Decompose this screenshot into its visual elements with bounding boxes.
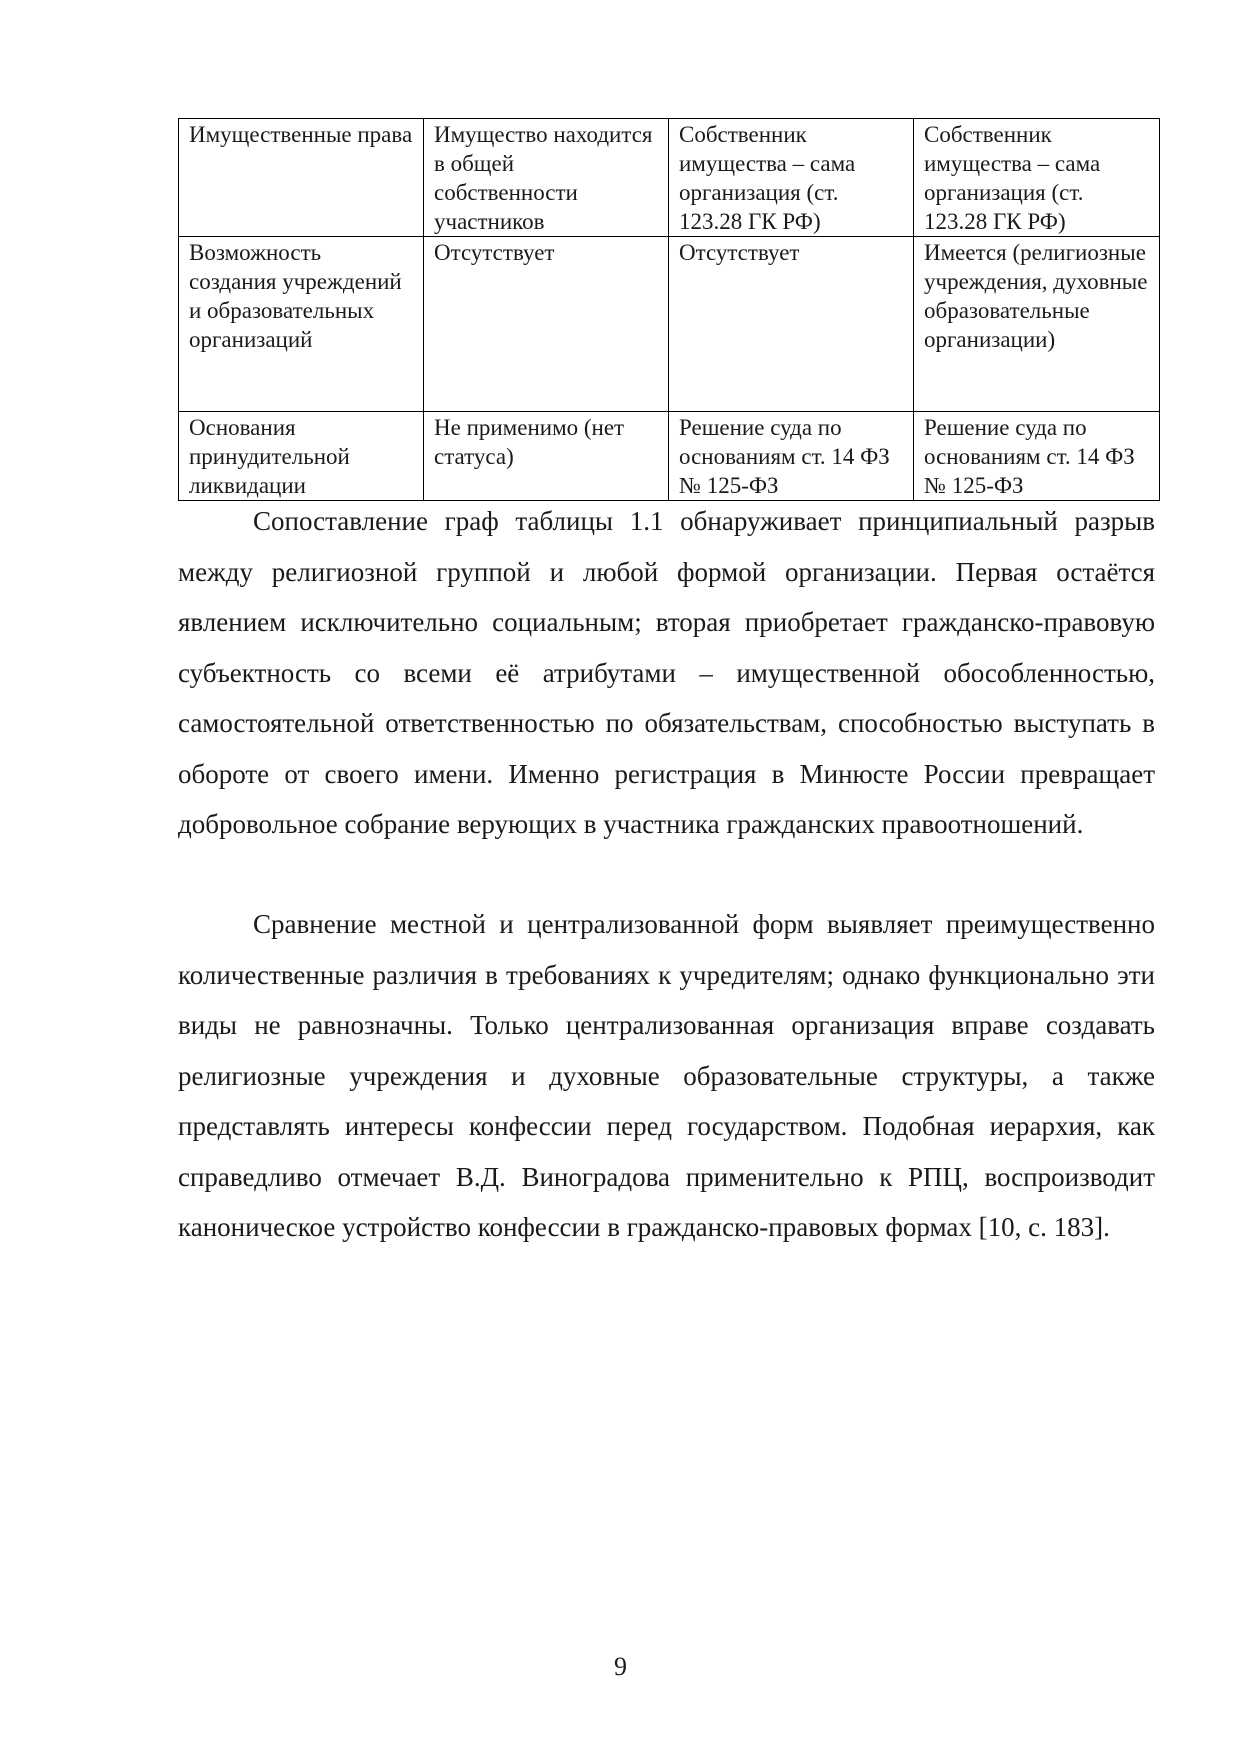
body-paragraph: Сопоставление граф таблицы 1.1 обнаруживает принципиальный разрыв между религиозной группой и любой формой организации. Первая остаётся явлением исключительно социальным; вторая приобретает гражданско-правовую субъектность со всеми её атрибутами – имущественной обособленностью, самостоятельной ответственностью по обязательствам, способностью выступать в обороте от своего имени. Именно регистрация в Минюсте России превращает добровольное собрание верующих в участника гражданских правоотношений.: [178, 506, 1155, 839]
table-cell: Имущественные права: [179, 119, 424, 237]
body-paragraph: Сравнение местной и централизованной форм выявляет преимущественно количественные различия в требованиях к учредителям; однако функционально эти виды не равнозначны. Только централизованная организация вправе создавать религиозные учреждения и духовные образовательные структуры, а также представлять интересы конфессии перед государством. Подобная иерархия, как справедливо отмечает В.Д. Виноградова применительно к РПЦ, воспроизводит каноническое устройство конфессии в гражданско-правовых формах [10, с. 183].: [178, 909, 1155, 1242]
table-row: [179, 119, 1160, 237]
table-row: [179, 412, 1160, 501]
table-cell: Основания принудительной ликвидации: [179, 412, 424, 501]
table-cell: Собственник имущества – сама организация (ст. 123.28 ГК РФ): [914, 119, 1160, 237]
table-cell: Имеется (религиозные учреждения, духовные образовательные организации): [914, 237, 1160, 412]
table-cell: Решение суда по основаниям ст. 14 ФЗ № 125-ФЗ: [669, 412, 914, 501]
table-cell: Имущество находится в общей собственности участников: [424, 119, 669, 237]
table-cell: Отсутствует: [424, 237, 669, 412]
table-cell: Собственник имущества – сама организация (ст. 123.28 ГК РФ): [669, 119, 914, 237]
table-cell: Отсутствует: [669, 237, 914, 412]
table-cell: Не применимо (нет статуса): [424, 412, 669, 501]
page-number: 9: [614, 1652, 627, 1681]
table-row: [179, 237, 1160, 412]
table-cell: Возможность создания учреждений и образовательных организаций: [179, 237, 424, 412]
table-cell: Решение суда по основаниям ст. 14 ФЗ № 125-ФЗ: [914, 412, 1160, 501]
comparison-table: [178, 118, 1160, 501]
